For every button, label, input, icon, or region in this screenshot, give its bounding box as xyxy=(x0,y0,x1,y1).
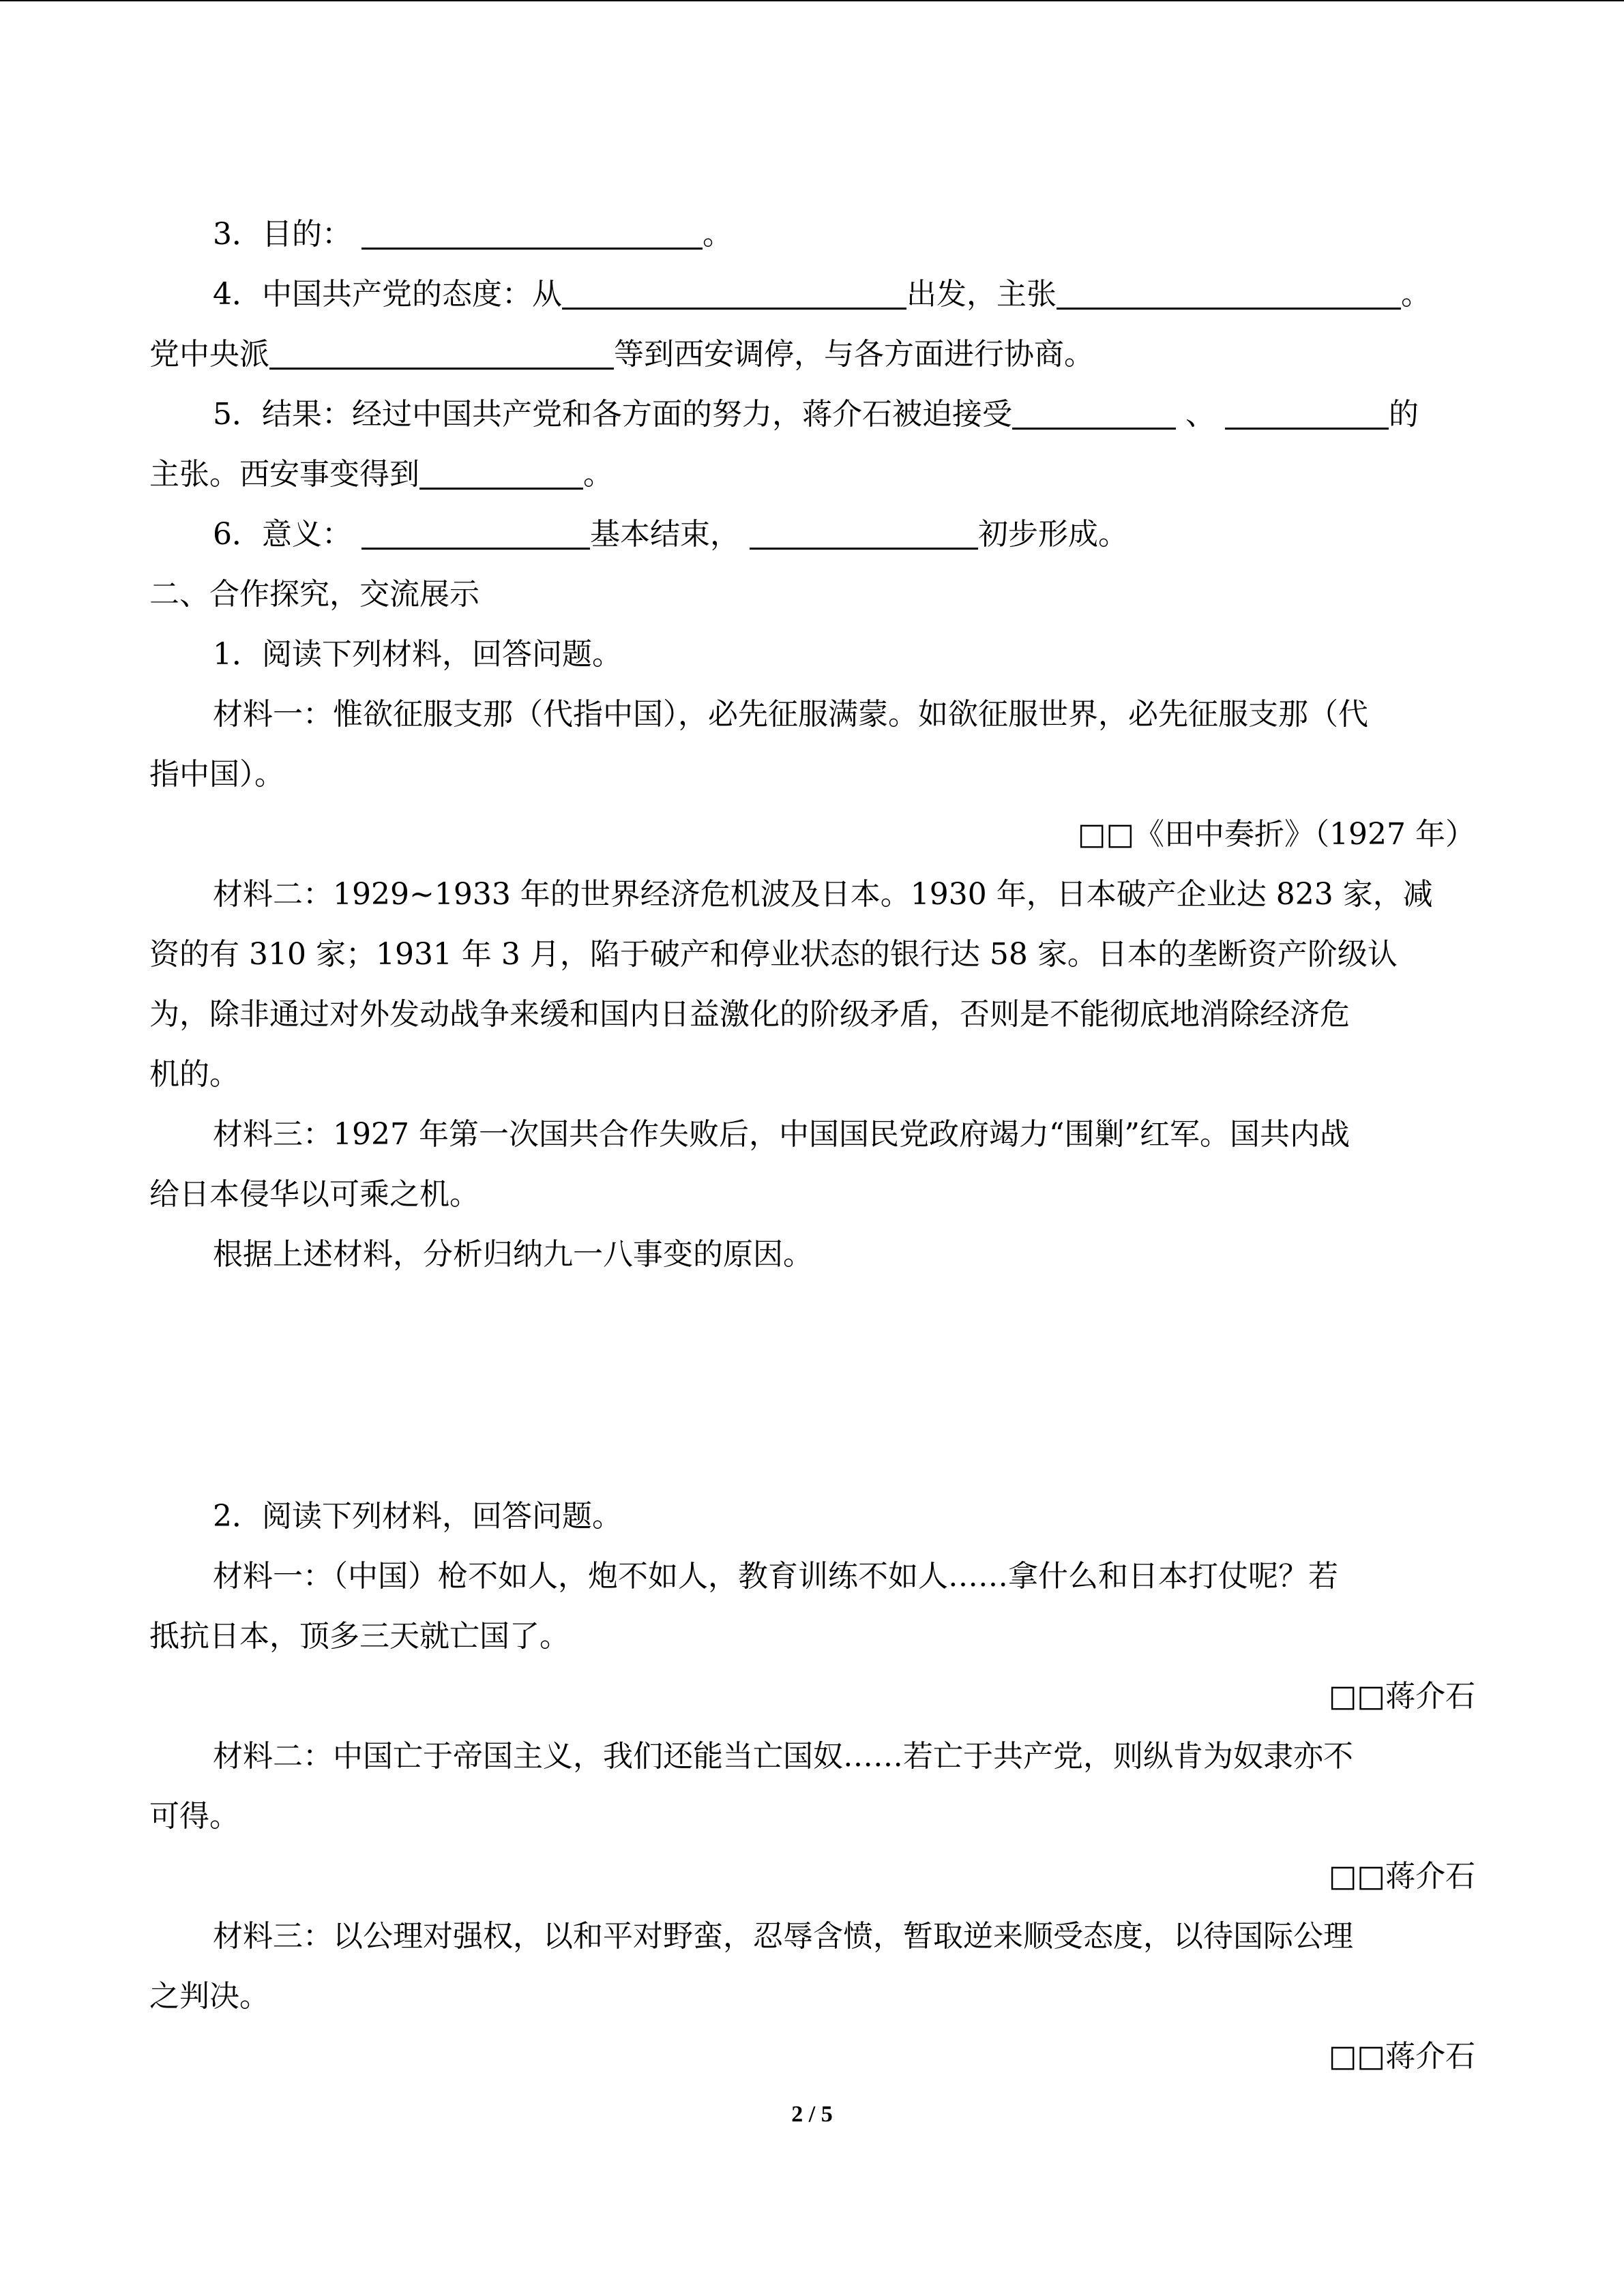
question-text: 基本结束， xyxy=(590,517,740,552)
material-text: 材料三：以公理对强权，以和平对野蛮，忍辱含愤，暂取逆来顺受态度，以待国际公理 xyxy=(213,1919,1353,1954)
answer-blank-envoy[interactable] xyxy=(269,335,614,370)
material-text: 指中国）。 xyxy=(149,757,284,792)
question-number: 3． xyxy=(213,217,262,252)
question-text: 党中央派 xyxy=(149,337,269,372)
answer-blank-formed[interactable] xyxy=(750,515,978,550)
question-5 xyxy=(149,385,1475,445)
material-source: □□蒋介石 xyxy=(1328,1859,1475,1894)
question-label: 意义： xyxy=(262,517,352,552)
question-3 xyxy=(149,205,1475,265)
material-source: □□《田中奏折》（1927 年） xyxy=(1077,817,1475,852)
material-text: 资的有 310 家；1931 年 3 月，陷于破产和停业状态的银行达 58 家。日本的垄断资产阶级认 xyxy=(149,937,1398,972)
material-text: 材料三：1927 年第一次国共合作失败后，中国国民党政府竭力“围剿”红军。国共内战 xyxy=(213,1117,1350,1152)
answer-blank-proposal-2[interactable] xyxy=(1225,395,1389,430)
answer-space[interactable] xyxy=(149,1405,1475,1487)
answer-blank-resolution[interactable] xyxy=(419,455,583,490)
material-text: 可得。 xyxy=(149,1799,239,1834)
question-4 xyxy=(149,265,1475,325)
punctuation: 。 xyxy=(583,457,613,492)
material-text: 给日本侵华以可乘之机。 xyxy=(149,1177,479,1212)
question-label: 目的： xyxy=(262,217,352,252)
question-text: 主张。西安事变得到 xyxy=(149,457,419,492)
answer-space[interactable] xyxy=(149,1285,1475,1405)
document-page xyxy=(149,205,1475,2087)
top-border xyxy=(0,0,1624,1)
question-number: 4． xyxy=(213,277,262,312)
material-source: □□蒋介石 xyxy=(1328,2039,1475,2074)
material-text: 材料一：（中国）枪不如人，炮不如人，教育训练不如人……拿什么和日本打仗呢？若 xyxy=(213,1559,1338,1594)
question-number: 6． xyxy=(213,517,262,552)
punctuation: 。 xyxy=(703,217,733,252)
question-text: 的 xyxy=(1389,397,1419,432)
material-text: 抵抗日本，顶多三天就亡国了。 xyxy=(149,1619,570,1654)
question-title: 1．阅读下列材料，回答问题。 xyxy=(213,637,622,672)
answer-blank-starting-point[interactable] xyxy=(562,275,906,310)
material-text: 材料二：中国亡于帝国主义，我们还能当亡国奴……若亡于共产党，则纵肯为奴隶亦不 xyxy=(213,1739,1353,1774)
question-text: 初步形成。 xyxy=(978,517,1128,552)
page-number: 2 / 5 xyxy=(791,2102,833,2127)
material-text: 机的。 xyxy=(149,1057,239,1092)
answer-blank-ended[interactable] xyxy=(361,515,590,550)
question-number: 5． xyxy=(213,397,262,432)
material-text: 材料一：惟欲征服支那（代指中国），必先征服满蒙。如欲征服世界，必先征服支那（代 xyxy=(213,697,1368,732)
material-source: □□蒋介石 xyxy=(1328,1679,1475,1714)
question-6 xyxy=(149,505,1475,565)
punctuation: 。 xyxy=(1401,277,1431,312)
question-title: 2．阅读下列材料，回答问题。 xyxy=(213,1499,622,1534)
material-text: 为，除非通过对外发动战争来缓和国内日益激化的阶级矛盾，否则是不能彻底地消除经济危 xyxy=(149,997,1350,1032)
question-prompt: 根据上述材料，分析归纳九一八事变的原因。 xyxy=(213,1237,813,1272)
question-text: 出发，主张 xyxy=(906,277,1057,312)
punctuation: 、 xyxy=(1185,397,1215,432)
material-text: 之判决。 xyxy=(149,1979,269,2014)
question-label: 结果：经过中国共产党和各方面的努力，蒋介石被迫接受 xyxy=(262,397,1012,432)
question-5-continued xyxy=(149,445,1475,505)
material-text: 材料二：1929~1933 年的世界经济危机波及日本。1930 年，日本破产企业达 823 家，减 xyxy=(213,877,1433,912)
answer-blank-purpose[interactable] xyxy=(361,215,703,250)
answer-blank-proposal-1[interactable] xyxy=(1012,395,1176,430)
question-label: 中国共产党的态度：从 xyxy=(262,277,562,312)
question-text: 等到西安调停，与各方面进行协商。 xyxy=(614,337,1094,372)
question-4-continued xyxy=(149,325,1475,385)
section-heading: 二、合作探究，交流展示 xyxy=(149,577,479,612)
answer-blank-proposal[interactable] xyxy=(1057,275,1401,310)
